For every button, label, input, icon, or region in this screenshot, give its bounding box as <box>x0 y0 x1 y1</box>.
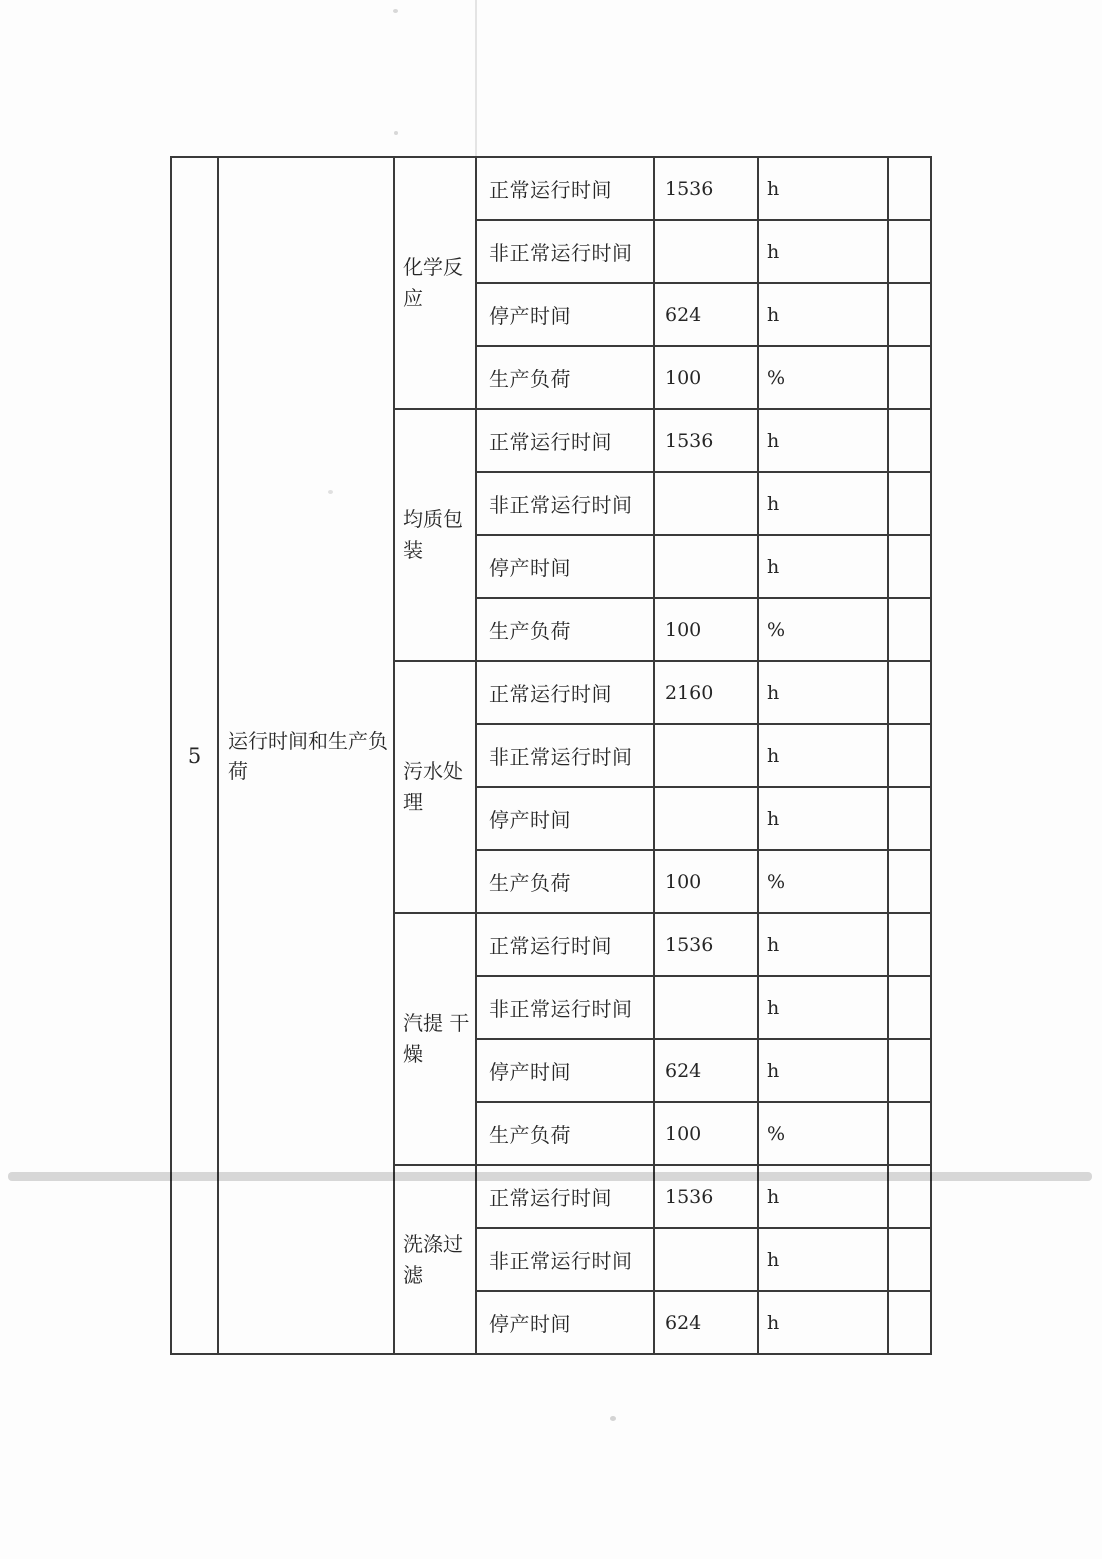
metric-unit-cell: h <box>758 535 888 598</box>
metric-value-cell <box>654 787 758 850</box>
empty-cell <box>888 598 931 661</box>
process-name-cell: 化学反应 <box>394 157 476 409</box>
metric-label-cell: 停产时间 <box>476 787 654 850</box>
process-name-cell: 均质包装 <box>394 409 476 661</box>
metric-value-cell: 2160 <box>654 661 758 724</box>
metric-value-cell: 100 <box>654 850 758 913</box>
empty-cell <box>888 283 931 346</box>
metric-unit-cell: h <box>758 472 888 535</box>
empty-cell <box>888 409 931 472</box>
metric-value-cell: 624 <box>654 1039 758 1102</box>
empty-cell <box>888 913 931 976</box>
metric-value-cell: 1536 <box>654 157 758 220</box>
metric-value-cell: 100 <box>654 598 758 661</box>
metric-value-cell <box>654 1228 758 1291</box>
empty-cell <box>888 1291 931 1354</box>
metric-label-cell: 停产时间 <box>476 283 654 346</box>
empty-cell <box>888 1102 931 1165</box>
metric-label-cell: 生产负荷 <box>476 1102 654 1165</box>
metric-value-cell: 1536 <box>654 1165 758 1228</box>
metric-label-cell: 非正常运行时间 <box>476 1228 654 1291</box>
metric-value-cell <box>654 220 758 283</box>
metric-label-cell: 正常运行时间 <box>476 1165 654 1228</box>
empty-cell <box>888 1039 931 1102</box>
empty-cell <box>888 157 931 220</box>
metric-unit-cell: h <box>758 724 888 787</box>
metric-unit-cell: % <box>758 1102 888 1165</box>
metric-unit-cell: h <box>758 976 888 1039</box>
metric-unit-cell: % <box>758 850 888 913</box>
metric-label-cell: 生产负荷 <box>476 346 654 409</box>
metric-label-cell: 停产时间 <box>476 1291 654 1354</box>
metric-unit-cell: h <box>758 220 888 283</box>
scan-speck <box>393 9 398 13</box>
metric-value-cell <box>654 472 758 535</box>
metric-label-cell: 正常运行时间 <box>476 157 654 220</box>
table-row <box>171 157 931 220</box>
metric-value-cell <box>654 535 758 598</box>
category-cell: 运行时间和生产负荷 <box>218 157 394 1354</box>
metric-label-cell: 停产时间 <box>476 535 654 598</box>
empty-cell <box>888 724 931 787</box>
metric-label-cell: 停产时间 <box>476 1039 654 1102</box>
empty-cell <box>888 850 931 913</box>
metric-label-cell: 非正常运行时间 <box>476 976 654 1039</box>
metric-value-cell: 1536 <box>654 913 758 976</box>
metric-unit-cell: h <box>758 1228 888 1291</box>
metric-unit-cell: h <box>758 1165 888 1228</box>
metric-value-cell <box>654 976 758 1039</box>
empty-cell <box>888 1228 931 1291</box>
scan-speck <box>394 131 398 135</box>
process-name-cell: 污水处理 <box>394 661 476 913</box>
metric-value-cell <box>654 724 758 787</box>
metric-unit-cell: h <box>758 409 888 472</box>
empty-cell <box>888 787 931 850</box>
metric-value-cell: 624 <box>654 1291 758 1354</box>
metric-unit-cell: h <box>758 157 888 220</box>
metric-unit-cell: % <box>758 346 888 409</box>
metric-label-cell: 非正常运行时间 <box>476 472 654 535</box>
metric-unit-cell: h <box>758 283 888 346</box>
metric-label-cell: 正常运行时间 <box>476 661 654 724</box>
metric-unit-cell: h <box>758 1291 888 1354</box>
empty-cell <box>888 472 931 535</box>
process-name-cell: 洗涤过滤 <box>394 1165 476 1354</box>
metric-unit-cell: h <box>758 661 888 724</box>
metric-value-cell: 100 <box>654 346 758 409</box>
metric-label-cell: 非正常运行时间 <box>476 724 654 787</box>
metric-label-cell: 正常运行时间 <box>476 913 654 976</box>
serial-number-cell: 5 <box>171 157 218 1354</box>
metric-unit-cell: h <box>758 787 888 850</box>
metric-label-cell: 正常运行时间 <box>476 409 654 472</box>
scan-artifact-band <box>8 1172 1092 1181</box>
process-name-cell: 汽提 干燥 <box>394 913 476 1165</box>
empty-cell <box>888 535 931 598</box>
metric-label-cell: 生产负荷 <box>476 850 654 913</box>
empty-cell <box>888 220 931 283</box>
empty-cell <box>888 661 931 724</box>
scan-speck <box>610 1416 616 1421</box>
metric-unit-cell: h <box>758 913 888 976</box>
metric-value-cell: 1536 <box>654 409 758 472</box>
metric-value-cell: 100 <box>654 1102 758 1165</box>
scan-artifact-vline <box>475 0 477 158</box>
empty-cell <box>888 346 931 409</box>
empty-cell <box>888 976 931 1039</box>
metric-unit-cell: % <box>758 598 888 661</box>
metric-label-cell: 非正常运行时间 <box>476 220 654 283</box>
metric-label-cell: 生产负荷 <box>476 598 654 661</box>
metric-unit-cell: h <box>758 1039 888 1102</box>
metric-value-cell: 624 <box>654 283 758 346</box>
